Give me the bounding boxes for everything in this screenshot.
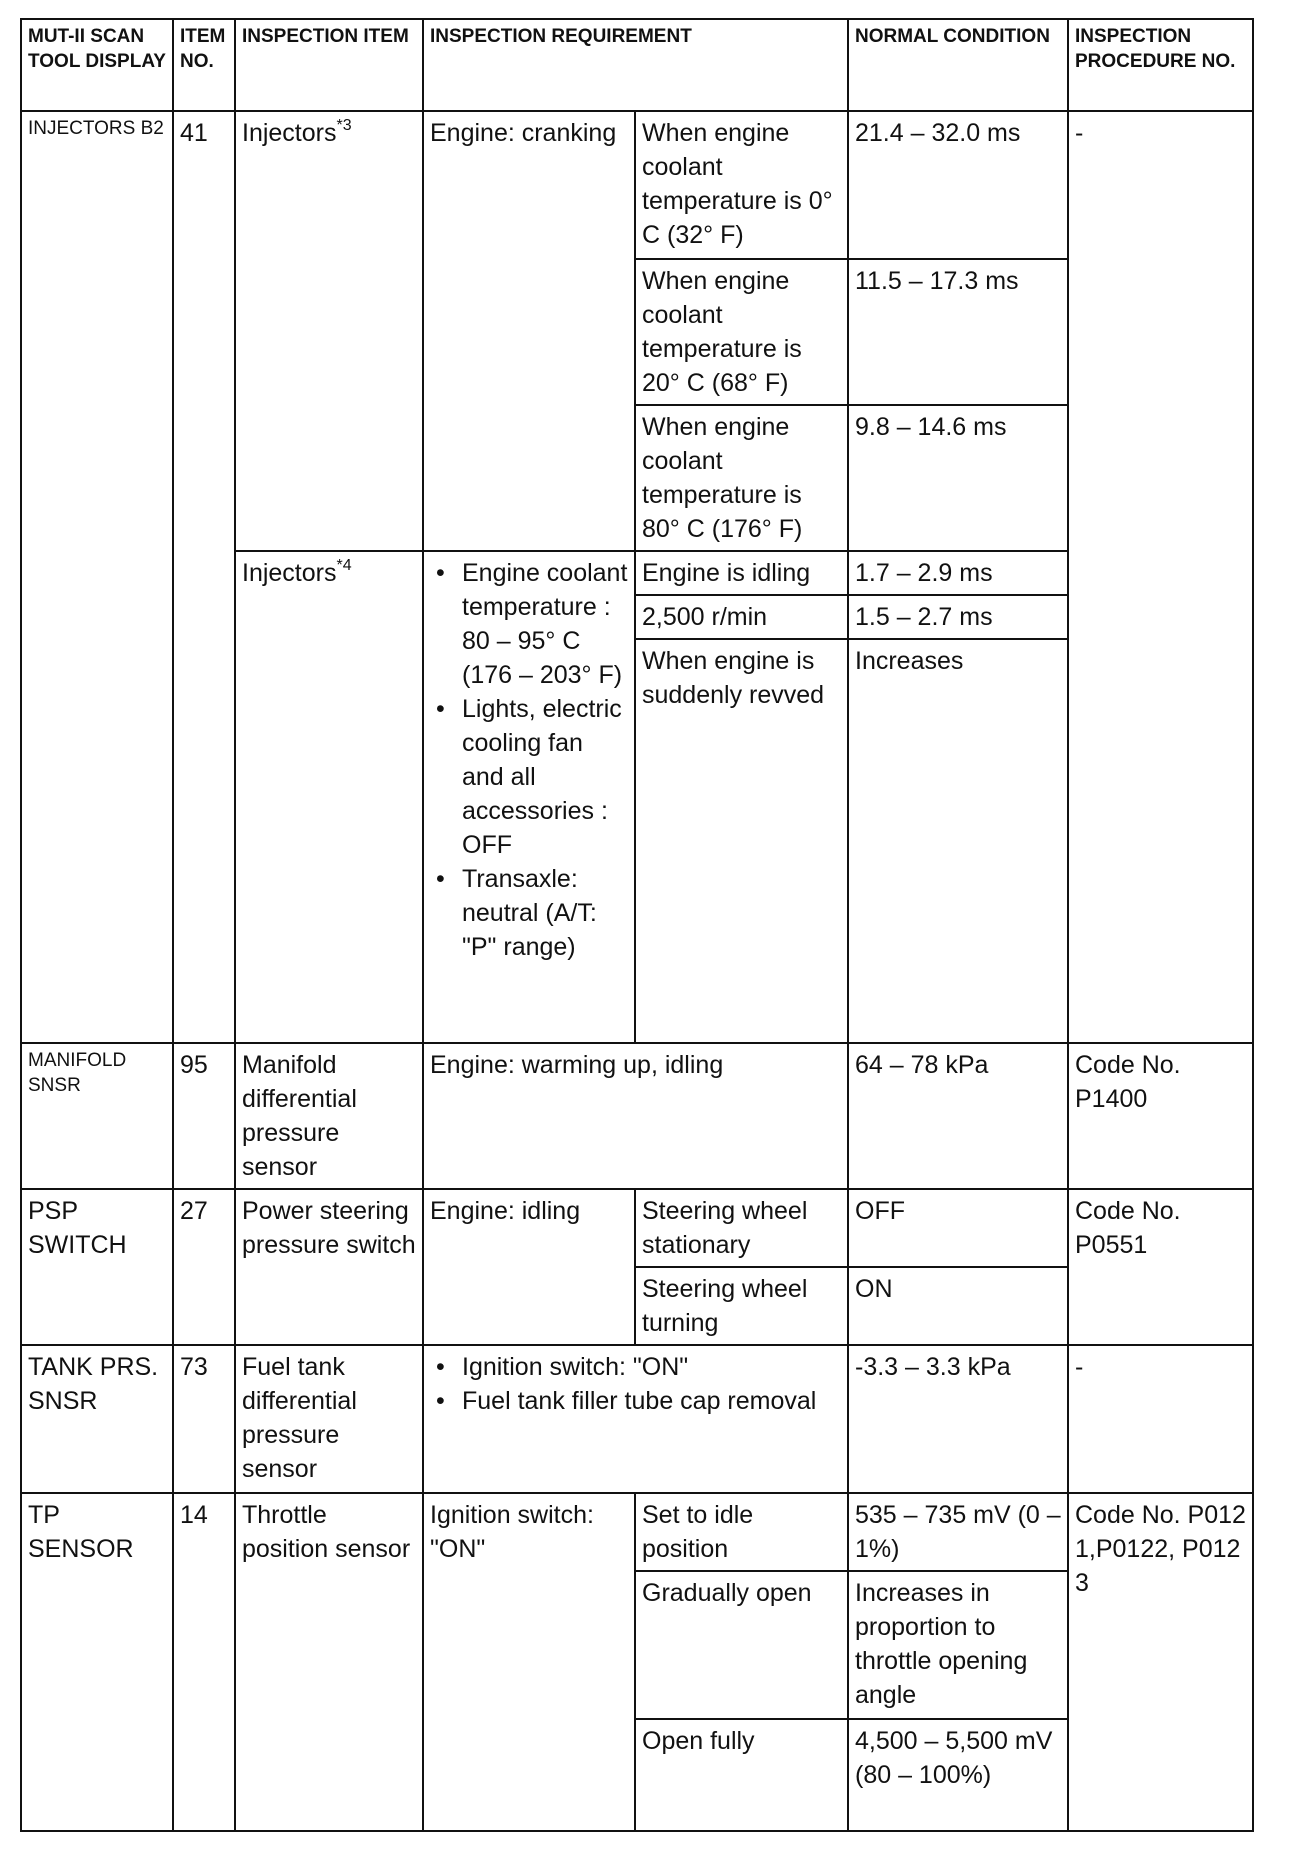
psp-normal-2: ON: [848, 1267, 1068, 1345]
list-item: • Transaxle: neutral (A/T: "P" range): [462, 862, 628, 964]
manifold-normal: 64 – 78 kPa: [848, 1043, 1068, 1189]
tank-item-no: 73: [173, 1345, 235, 1493]
list-item: • Lights, electric cooling fan and all accessories : OFF: [462, 692, 628, 862]
tp-cond-2: Gradually open: [635, 1571, 848, 1719]
injectors-procedure: -: [1068, 111, 1253, 1043]
tp-normal-1: 535 – 735 mV (0 – 1%): [848, 1493, 1068, 1571]
injectors-running-cond-1: Engine is idling: [635, 551, 848, 595]
table-row: [21, 1189, 1253, 1267]
tank-procedure: -: [1068, 1345, 1253, 1493]
injectors-running-normal-2: 1.5 – 2.7 ms: [848, 595, 1068, 639]
injectors-running-normal-3: Increases: [848, 639, 1068, 1043]
table-row: [21, 1043, 1253, 1189]
injectors-cranking-condition: Engine: cranking: [423, 111, 635, 551]
injectors-item-cranking: [235, 111, 423, 551]
tp-procedure: Code No. P0121,P0122, P0123: [1068, 1493, 1253, 1831]
list-item: • Engine coolant temperature : 80 – 95° C (176 – 203° F): [462, 556, 628, 692]
injectors-running-cond-2: 2,500 r/min: [635, 595, 848, 639]
injectors-item-running: [235, 551, 423, 1043]
list-item: • Fuel tank filler tube cap removal: [462, 1384, 841, 1418]
manifold-procedure: Code No. P1400: [1068, 1043, 1253, 1189]
injectors-cranking-cond-1: When engine coolant temperature is 0° C (32° F): [635, 111, 848, 259]
list-item: • Ignition switch: "ON": [462, 1350, 841, 1384]
table-row: [21, 1345, 1253, 1493]
manifold-requirement: Engine: warming up, idling: [423, 1043, 848, 1189]
tank-requirement: [423, 1345, 848, 1493]
psp-normal-1: OFF: [848, 1189, 1068, 1267]
injectors-name-2: Injectors: [242, 559, 337, 587]
tank-normal: -3.3 – 3.3 kPa: [848, 1345, 1068, 1493]
injectors-note-running: *4: [336, 556, 352, 574]
injectors-running-normal-1: 1.7 – 2.9 ms: [848, 551, 1068, 595]
tp-normal-3: 4,500 – 5,500 mV (80 – 100%): [848, 1719, 1068, 1831]
tp-display: TP SENSOR: [21, 1493, 173, 1831]
header-display: MUT-II SCAN TOOL DISPLAY: [21, 19, 173, 111]
table-row: [21, 1493, 1253, 1571]
psp-cond-1: Steering wheel stationary: [635, 1189, 848, 1267]
tp-normal-2: Increases in proportion to throttle opening angle: [848, 1571, 1068, 1719]
manifold-display: MANIFOLD SNSR: [21, 1043, 173, 1189]
inspection-table-sheet: [20, 18, 1252, 1832]
psp-display: PSP SWITCH: [21, 1189, 173, 1345]
tank-condition-list: [430, 1350, 841, 1418]
inspection-table: [20, 18, 1254, 1832]
psp-procedure: Code No. P0551: [1068, 1189, 1253, 1345]
header-inspection-item: INSPECTION ITEM: [235, 19, 423, 111]
manifold-item-no: 95: [173, 1043, 235, 1189]
tank-display: TANK PRS. SNSR: [21, 1345, 173, 1493]
header-row: [21, 19, 1253, 111]
header-requirement: INSPECTION REQUIREMENT: [423, 19, 848, 111]
manifold-item: Manifold differential pressure sensor: [235, 1043, 423, 1189]
tp-cond-1: Set to idle position: [635, 1493, 848, 1571]
injectors-running-condition-list: [430, 556, 628, 964]
tp-cond-3: Open fully: [635, 1719, 848, 1831]
psp-cond-2: Steering wheel turning: [635, 1267, 848, 1345]
injectors-display: INJECTORS B2: [21, 111, 173, 1043]
injectors-cranking-normal-1: 21.4 – 32.0 ms: [848, 111, 1068, 259]
injectors-cranking-normal-3: 9.8 – 14.6 ms: [848, 405, 1068, 551]
injectors-cranking-normal-2: 11.5 – 17.3 ms: [848, 259, 1068, 405]
injectors-name: Injectors: [242, 119, 337, 147]
psp-requirement: Engine: idling: [423, 1189, 635, 1345]
psp-item: Power steering pressure switch: [235, 1189, 423, 1345]
tp-requirement: Ignition switch: "ON": [423, 1493, 635, 1831]
table-row: [21, 111, 1253, 259]
injectors-note-cranking: *3: [336, 116, 352, 134]
header-normal-condition: NORMAL CONDITION: [848, 19, 1068, 111]
injectors-running-cond-3: When engine is suddenly revved: [635, 639, 848, 1043]
psp-item-no: 27: [173, 1189, 235, 1345]
injectors-cranking-cond-3: When engine coolant temperature is 80° C (176° F): [635, 405, 848, 551]
header-procedure-no: INSPECTION PROCEDURE NO.: [1068, 19, 1253, 111]
tp-item-no: 14: [173, 1493, 235, 1831]
tank-item: Fuel tank differential pressure sensor: [235, 1345, 423, 1493]
header-item-no: ITEM NO.: [173, 19, 235, 111]
tp-item: Throttle position sensor: [235, 1493, 423, 1831]
injectors-item-no: 41: [173, 111, 235, 1043]
injectors-cranking-cond-2: When engine coolant temperature is 20° C (68° F): [635, 259, 848, 405]
injectors-running-conditions: [423, 551, 635, 1043]
